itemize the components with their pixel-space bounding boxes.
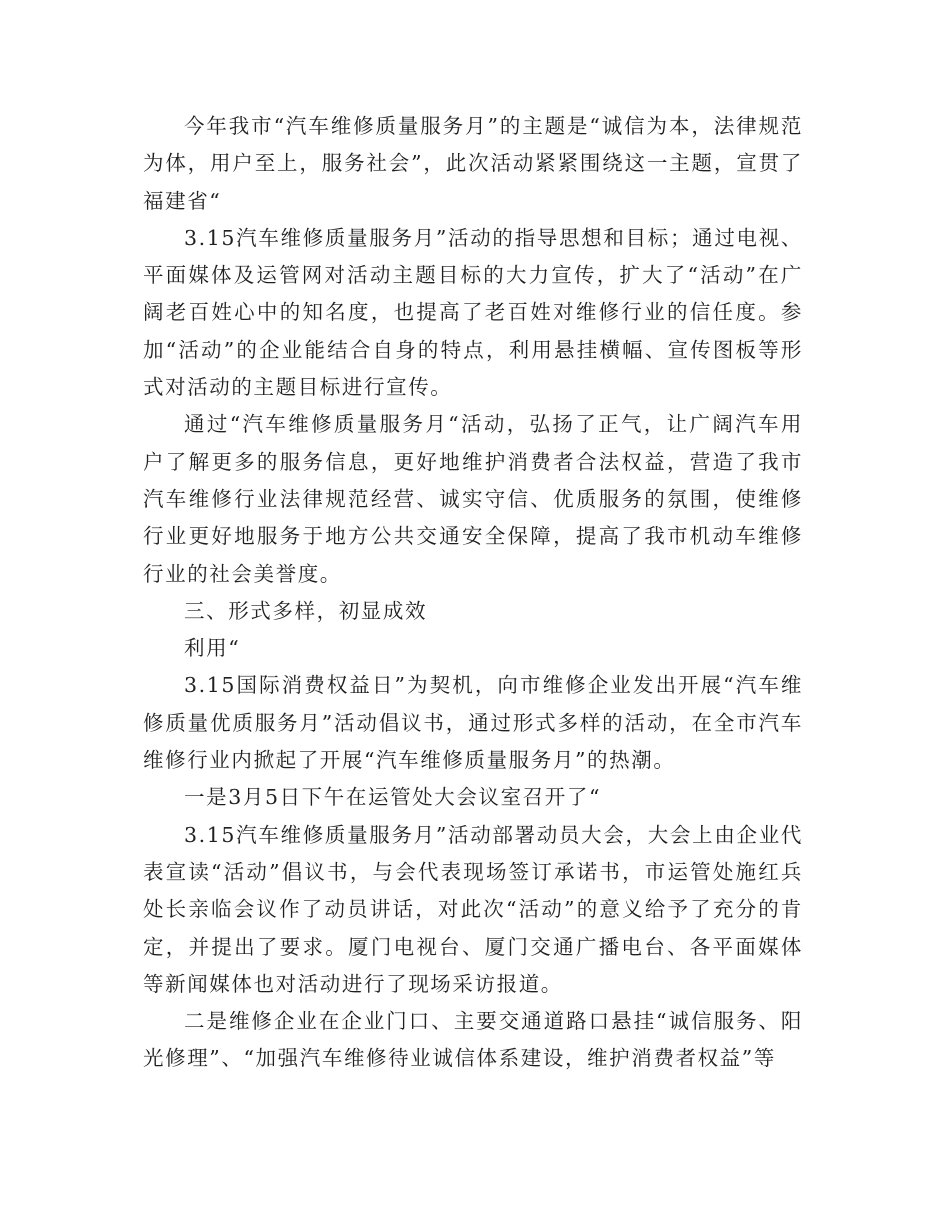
paragraph-item-two: 二是维修企业在企业门口、主要交通道路口悬挂“诚信服务、阳光修理”、“加强汽车维修待业诚信体系建设，维护消费者权益”等 (143, 1009, 803, 1071)
paragraph-consumer-day: 3.15国际消费权益日”为契机，向市维修企业发出开展“汽车维修质量优质服务月”活动倡议书，通过形式多样的活动，在全市汽车维修行业内掀起了开展“汽车维修质量服务月”的热潮。 (143, 673, 803, 773)
paragraph-item-one: 一是3月5日下午在运管处大会议室召开了“ (184, 785, 602, 810)
paragraph-publicity: 3.15汽车维修质量服务月”活动的指导思想和目标；通过电视、平面媒体及运管网对活动主题目标的大力宣传，扩大了“活动”在广阔老百姓心中的知名度，也提高了老百姓对维修行业的信任度。参加“活动”的企业能结合自身的特点，利用悬挂横幅、宣传图板等形式对活动的主题目标进行宣传。 (143, 225, 803, 400)
section-heading: 三、形式多样，初显成效 (184, 598, 428, 623)
paragraph-results: 通过“汽车维修质量服务月“活动，弘扬了正气，让广阔汽车用户了解更多的服务信息，更好地维护消费者合法权益，营造了我市汽车维修行业法律规范经营、诚实守信、优质服务的氛围，使维修行业更好地服务于地方公共交通安全保障，提高了我市机动车维修行业的社会美誉度。 (143, 412, 803, 586)
document-body (143, 108, 803, 1078)
paragraph-use: 利用“ (184, 636, 241, 661)
paragraph-theme: 今年我市“汽车维修质量服务月”的主题是“诚信为本，法律规范为体，用户至上，服务社会”，此次活动紧紧围绕这一主题，宣贯了福建省“ (143, 114, 803, 213)
paragraph-mobilization: 3.15汽车维修质量服务月”活动部署动员大会，大会上由企业代表宣读“活动”倡议书，与会代表现场签订承诺书，市运管处施红兵处长亲临会议作了动员讲话，对此次“活动”的意义给予了充分的肯定，并提出了要求。厦门电视台、厦门交通广播电台、各平面媒体等新闻媒体也对活动进行了现场采访报道。 (143, 822, 803, 996)
